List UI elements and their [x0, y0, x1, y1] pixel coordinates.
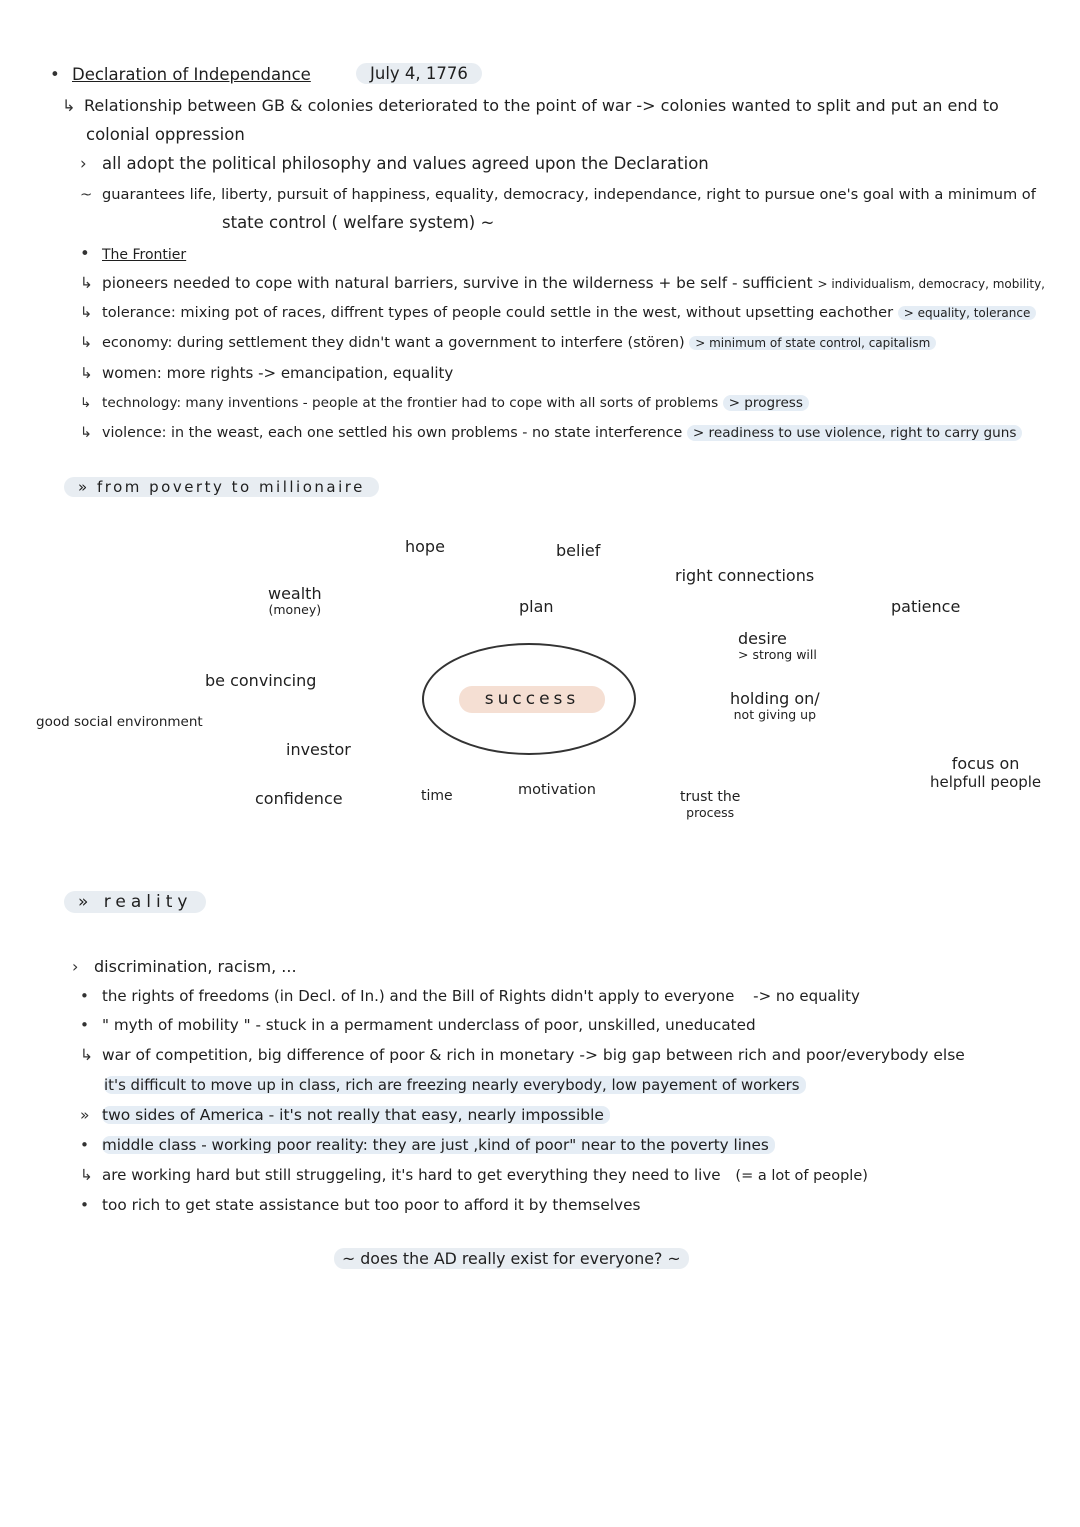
reality-line-7: • middle class - working poor reality: they are just ,kind of poor" near to the poverty lines: [80, 1134, 775, 1156]
reality-heading: » reality: [64, 891, 206, 913]
arrow-return-icon: ↳: [80, 304, 93, 321]
frontier-item-1: ↳ pioneers needed to cope with natural barriers, survive in the wilderness + be self - sufficient > individualism, democracy, mobility,: [80, 274, 1045, 292]
bullet-icon: •: [80, 1016, 89, 1034]
mindmap-motivation: motivation: [518, 782, 596, 798]
chevron-right-icon: ›: [72, 957, 79, 976]
declaration-line-4: ~ guarantees life, liberty, pursuit of happiness, equality, democracy, independance, right to pursue one's goal with a minimum of: [80, 184, 1036, 206]
mindmap-plan: plan: [519, 597, 554, 616]
declaration-heading: Declaration of Independance: [72, 65, 311, 84]
bullet-icon: •: [80, 1196, 90, 1214]
arrow-return-icon: ↳: [80, 1046, 93, 1064]
frontier-item-3: ↳ economy: during settlement they didn't want a government to interfere (stören) > minimum of state control, capitalism: [80, 332, 936, 354]
chevron-right-icon: ›: [80, 154, 87, 173]
mindmap-wealth: wealth (money): [268, 584, 322, 617]
frontier-item-5: ↳ technology: many inventions - people at the frontier had to cope with all sorts of problems > progress: [80, 392, 809, 414]
mindmap-right-connections: right connections: [675, 566, 815, 585]
frontier-item-6: ↳ violence: in the weast, each one settled his own problems - no state interference > readiness to use violence, right to carry guns: [80, 422, 1022, 444]
arrow-return-icon: ↳: [80, 1166, 93, 1184]
arrow-return-icon: ↳: [80, 274, 93, 292]
mindmap-belief: belief: [556, 541, 601, 560]
mindmap-desire: desire > strong will: [738, 629, 817, 662]
reality-line-2: • the rights of freedoms (in Decl. of In.) and the Bill of Rights didn't apply to everyone -> no equality: [80, 987, 860, 1005]
double-chevron-icon: »: [80, 1106, 90, 1124]
arrow-return-icon: ↳: [80, 364, 93, 382]
bullet-icon: •: [80, 244, 90, 263]
mindmap-center: success: [459, 686, 605, 713]
reality-line-9: • too rich to get state assistance but too poor to afford it by themselves: [80, 1196, 641, 1214]
reality-line-6: » two sides of America - it's not really that easy, nearly impossible: [80, 1104, 610, 1126]
mindmap-holding-on: holding on/ not giving up: [730, 689, 820, 722]
declaration-date: [356, 63, 482, 85]
frontier-item-4: ↳ women: more rights -> emancipation, equality: [80, 364, 454, 382]
reality-line-8: ↳ are working hard but still struggeling, it's hard to get everything they need to live (= a lot of people): [80, 1166, 868, 1184]
mindmap-patience: patience: [891, 597, 961, 616]
reality-line-5: it's difficult to move up in class, rich are freezing nearly everybody, low payement of workers: [104, 1074, 806, 1096]
poverty-heading: » from poverty to millionaire: [64, 476, 379, 498]
reality-line-4: ↳ war of competition, big difference of poor & rich in monetary -> big gap between rich and poor/everybody else: [80, 1046, 965, 1064]
frontier-heading: The Frontier: [102, 247, 187, 263]
arrow-return-icon: ↳: [80, 425, 92, 441]
arrow-return-icon: ↳: [80, 395, 92, 411]
mindmap-investor: investor: [286, 740, 351, 759]
arrow-return-icon: ↳: [80, 335, 93, 351]
mindmap-trust: trust the process: [680, 789, 741, 820]
reality-line-3: • " myth of mobility " - stuck in a permament underclass of poor, unskilled, uneducated: [80, 1016, 756, 1034]
reality-line-1: › discrimination, racism, ...: [72, 957, 297, 976]
frontier-header-line: [80, 243, 186, 266]
declaration-line-1: ↳ Relationship between GB & colonies deteriorated to the point of war -> colonies wanted to split and put an end to: [62, 96, 999, 115]
declaration-date-pill: July 4, 1776: [356, 63, 482, 84]
declaration-header-line: [50, 64, 311, 86]
frontier-item-2: ↳ tolerance: mixing pot of races, diffrent types of people could settle in the west, without upsetting eachother > equality, tolerance: [80, 302, 1036, 324]
mindmap-be-convincing: be convincing: [205, 671, 317, 690]
declaration-line-3: › all adopt the political philosophy and values agreed upon the Declaration: [80, 154, 709, 173]
declaration-line-5: state control ( welfare system) ~: [222, 213, 495, 232]
bullet-icon: •: [50, 65, 60, 84]
mindmap-focus-on: focus on helpfull people: [930, 754, 1042, 791]
declaration-line-2: colonial oppression: [86, 125, 245, 144]
bullet-icon: •: [80, 987, 89, 1005]
arrow-return-icon: ↳: [62, 96, 76, 115]
mindmap-confidence: confidence: [255, 789, 343, 808]
mindmap-hope: hope: [405, 537, 445, 556]
bullet-icon: •: [80, 1136, 89, 1154]
reality-closing: ~ does the AD really exist for everyone? ~: [334, 1248, 689, 1270]
tilde-icon: ~: [80, 186, 93, 203]
mindmap-good-social: good social environment: [36, 714, 203, 730]
mindmap-time: time: [421, 788, 453, 804]
